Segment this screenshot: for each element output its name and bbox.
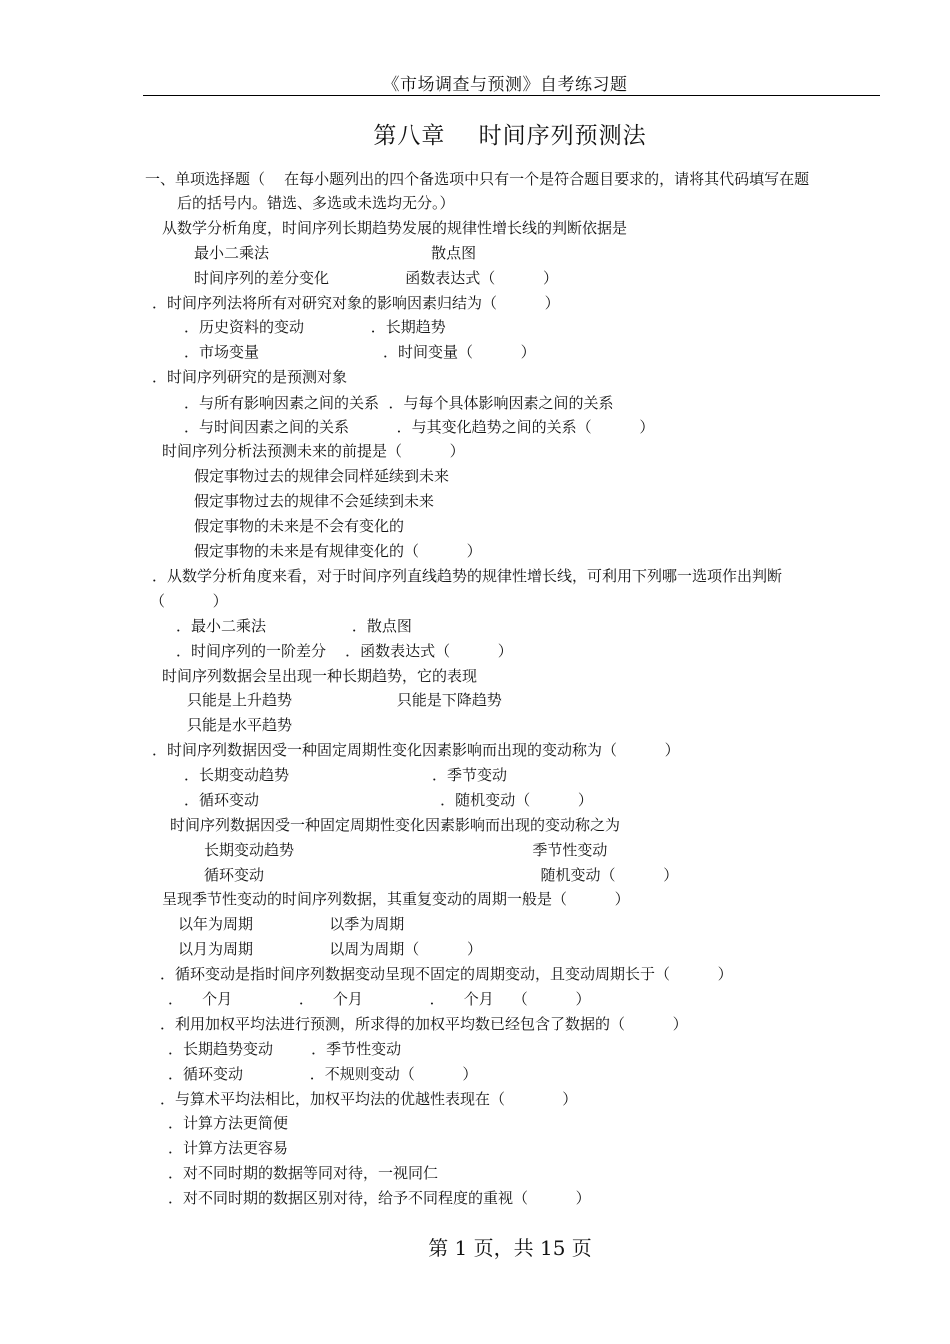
question-text-line: 时间序列数据因受一种固定周期性变化因素影响而出现的变动称之为 xyxy=(170,816,621,834)
option-line: 只能是上升趋势 只能是下降趋势 xyxy=(187,691,502,709)
question-text-line: 从数学分析角度，时间序列长期趋势发展的规律性增长线的判断依据是 xyxy=(162,219,628,237)
option-line: ．对不同时期的数据区别对待，给予不同程度的重视（ ） xyxy=(168,1189,591,1207)
option-line: ．计算方法更简便 xyxy=(168,1114,289,1132)
option-line: ．时间序列的一阶差分 ．函数表达式（ ） xyxy=(176,642,513,660)
question-text-line: ．从数学分析角度来看，对于时间序列直线趋势的规律性增长线，可利用下列哪一选项作出判断 xyxy=(152,567,783,585)
option-line: ．计算方法更容易 xyxy=(168,1139,289,1157)
option-line: ． 个月 ． 个月 ． 个月 （ ） xyxy=(168,990,591,1008)
option-line: 最小二乘法 散点图 xyxy=(194,244,477,262)
question-text-line: ．时间序列研究的是预测对象 xyxy=(152,368,348,386)
page-header-title: 《市场调查与预测》自考练习题 xyxy=(382,75,628,95)
page-footer: 第 1 页，共 15 页 xyxy=(428,1236,592,1260)
question-text-line: ．时间序列数据因受一种固定周期性变化因素影响而出现的变动称为（ ） xyxy=(152,741,680,759)
chapter-title: 第八章 时间序列预测法 xyxy=(373,123,647,149)
option-line: ．长期变动趋势 ．季节变动 xyxy=(184,766,508,784)
option-line: ．市场变量 ．时间变量（ ） xyxy=(184,343,536,361)
option-line: 只能是水平趋势 xyxy=(187,716,293,734)
option-line: 以月为周期 以周为周期（ ） xyxy=(178,940,482,958)
option-line: 时间序列的差分变化 函数表达式（ ） xyxy=(194,269,558,287)
header-rule xyxy=(143,95,880,96)
option-line: ．对不同时期的数据等同对待，一视同仁 xyxy=(168,1164,439,1182)
option-line: ．与时间因素之间的关系 ．与其变化趋势之间的关系（ ） xyxy=(184,418,655,436)
option-line: ．循环变动 ．不规则变动（ ） xyxy=(168,1065,478,1083)
question-text-line: 时间序列分析法预测未来的前提是（ ） xyxy=(162,442,465,460)
option-line: 以年为周期 以季为周期 xyxy=(178,915,405,933)
option-line: 假定事物过去的规律不会延续到未来 xyxy=(194,492,435,510)
question-text-line: ．利用加权平均法进行预测，所求得的加权平均数已经包含了数据的（ ） xyxy=(160,1015,688,1033)
question-text-line: （ ） xyxy=(150,592,228,610)
option-line: 循环变动 随机变动（ ） xyxy=(204,866,679,884)
question-text-line: 时间序列数据会呈出现一种长期趋势，它的表现 xyxy=(162,667,478,685)
question-text-line: ．与算术平均法相比，加权平均法的优越性表现在（ ） xyxy=(160,1090,578,1108)
question-text-line: ．时间序列法将所有对研究对象的影响因素归结为（ ） xyxy=(152,294,560,312)
option-line: ．最小二乘法 ．散点图 xyxy=(176,617,412,635)
option-line: ．循环变动 ．随机变动（ ） xyxy=(184,791,593,809)
question-text-line: ．循环变动是指时间序列数据变动呈现不固定的周期变动，且变动周期长于（ ） xyxy=(160,965,733,983)
option-line: 假定事物的未来是有规律变化的（ ） xyxy=(194,542,482,560)
option-line: ．与所有影响因素之间的关系 ．与每个具体影响因素之间的关系 xyxy=(184,394,614,412)
option-line: 假定事物过去的规律会同样延续到未来 xyxy=(194,467,450,485)
option-line: ．历史资料的变动 ．长期趋势 xyxy=(184,318,446,336)
option-line: 假定事物的未来是不会有变化的 xyxy=(194,517,405,535)
question-text-line: 后的括号内。错选、多选或未选均无分。） xyxy=(177,194,455,212)
question-text-line: 呈现季节性变动的时间序列数据，其重复变动的周期一般是（ ） xyxy=(162,890,630,908)
option-line: 长期变动趋势 季节性变动 xyxy=(204,841,608,859)
option-line: ．长期趋势变动 ．季节性变动 xyxy=(168,1040,402,1058)
question-text-line: 一、单项选择题（ 在每小题列出的四个备选项中只有一个是符合题目要求的，请将其代码填写在题 xyxy=(145,170,810,188)
